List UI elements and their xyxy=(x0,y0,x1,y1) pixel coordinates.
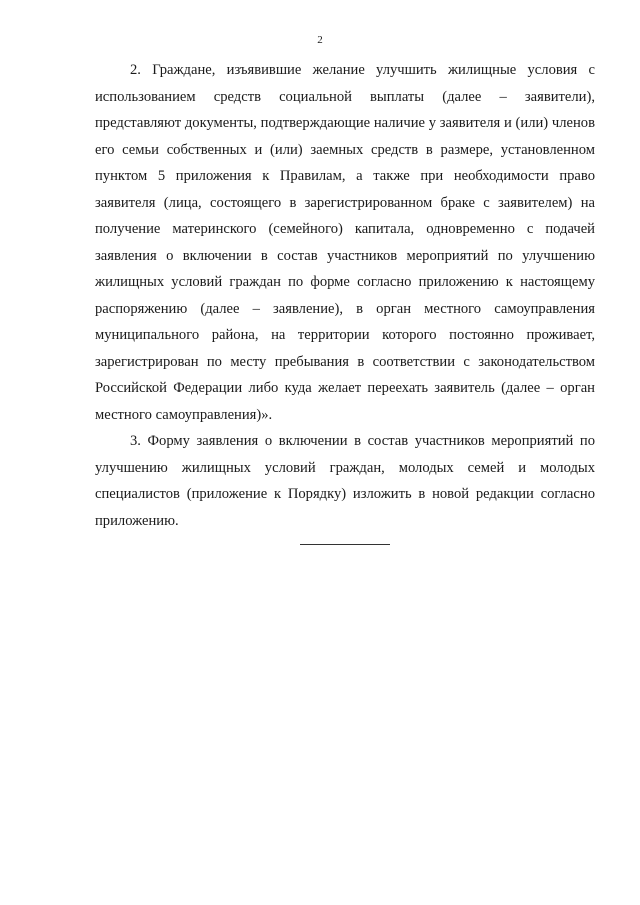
paragraph-item-3: 3. Форму заявления о включении в состав участников мероприятий по улучшению жилищных условий граждан, молодых семей и молодых специалистов (приложение к Порядку) изложить в новой редакции согласно приложению. xyxy=(95,433,595,529)
end-separator-line xyxy=(300,544,390,545)
page-number: 2 xyxy=(317,34,323,46)
paragraph-item-2: 2. Граждане, изъявившие желание улучшить жилищные условия с использованием средств социальной выплаты (далее – заявители), представляют документы, подтверждающие наличие у заявителя и (или) членов его семьи собственных и (или) заемных средств в размере, установленном пунктом 5 приложения к Правилам, а также при необходимости право заявителя (лица, состоящего в зарегистрированном браке с заявителем) на получение материнского (семейного) капитала, одновременно с подачей заявления о включении в состав участников мероприятий по улучшению жилищных условий граждан по форме согласно приложению к настоящему распоряжению (далее – заявление), в орган местного самоуправления муниципального района, на территории которого постоянно проживает, зарегистрирован по месту пребывания в соответствии с законодательством Российской Федерации либо куда желает переехать заявитель (далее – орган местного самоуправления)». xyxy=(95,62,595,423)
document-body xyxy=(95,57,595,534)
